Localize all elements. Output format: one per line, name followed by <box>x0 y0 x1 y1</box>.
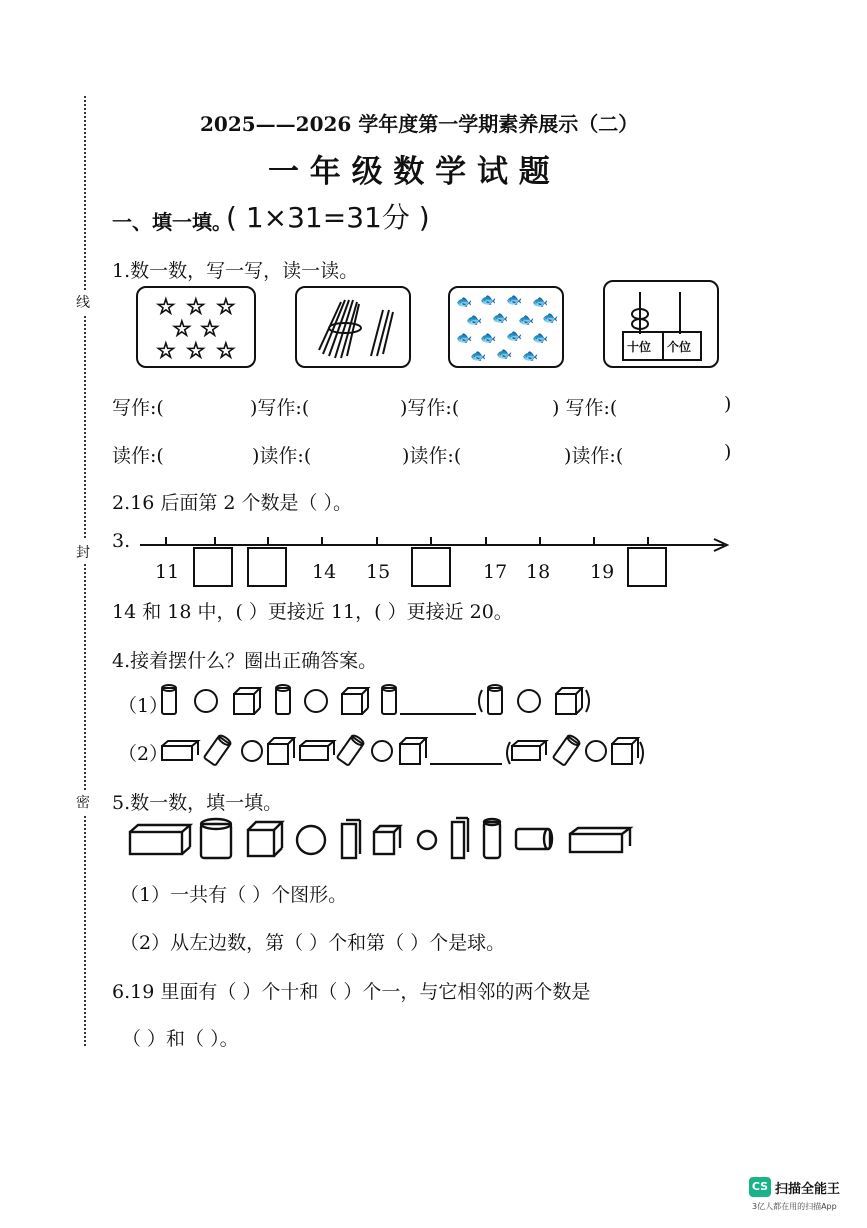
tick-label-11: 11 <box>155 561 180 583</box>
write-label-1: 写作:( <box>112 397 164 419</box>
scanner-app-name: 扫描全能王 <box>775 1182 841 1197</box>
svg-text:☆: ☆ <box>200 317 220 342</box>
svg-text:🐟: 🐟 <box>522 349 539 364</box>
q5-sub1: （1）一共有（ ）个图形。 <box>120 884 348 906</box>
page-title: 一 年 级 数 学 试 题 <box>268 154 550 190</box>
q2-text: 2.16 后面第 2 个数是（ ）。 <box>112 492 353 514</box>
svg-text:🐟: 🐟 <box>466 313 483 328</box>
box-icon <box>570 828 630 852</box>
q5-sub2: （2）从左边数，第（ ）个和第（ ）个是球。 <box>120 932 506 954</box>
svg-text:🐟: 🐟 <box>532 331 549 346</box>
svg-text:🐟: 🐟 <box>480 331 497 346</box>
binding-char-feng: 封 <box>76 540 90 564</box>
svg-text:🐟: 🐟 <box>542 311 559 326</box>
write-label-4: ) 写作:( <box>552 397 618 419</box>
section-heading: 一、填一填。 <box>112 210 232 234</box>
exam-term-line: 2025——2026 学年度第一学期素养展示（二） <box>200 112 639 136</box>
svg-text:☆: ☆ <box>156 339 176 364</box>
cylinder-icon <box>201 819 231 858</box>
q1-text: 1.数一数，写一写，读一读。 <box>112 260 359 282</box>
write-label-3: )写作:( <box>400 397 460 419</box>
q4-text: 4.接着摆什么？圈出正确答案。 <box>112 650 378 672</box>
read-label-2: )读作:( <box>252 445 312 467</box>
scanner-tagline: 3亿人都在用的扫描App <box>752 1202 837 1211</box>
cylinder-icon <box>516 829 552 849</box>
cylinder-icon <box>484 819 500 858</box>
svg-text:☆: ☆ <box>186 295 206 320</box>
cuboid-icon <box>452 818 468 858</box>
read-label-3: )读作:( <box>402 445 462 467</box>
svg-text:🐟: 🐟 <box>470 349 487 364</box>
box-icon <box>130 825 190 854</box>
binding-char-mi: 密 <box>76 790 90 814</box>
svg-text:🐟: 🐟 <box>456 295 473 310</box>
binding-char-xian: 线 <box>76 290 90 314</box>
svg-text:🐟: 🐟 <box>492 311 509 326</box>
q4-row1-label: （1） <box>118 695 169 717</box>
q6-text-cont: （ ）和（ ）。 <box>122 1028 239 1050</box>
cuboid-icon <box>342 820 360 858</box>
ball-icon <box>418 831 436 849</box>
q6-text: 6.19 里面有（ ）个十和（ ）个一，与它相邻的两个数是 <box>112 981 591 1003</box>
ones-place-label: 个位 <box>667 340 692 354</box>
svg-text:🐟: 🐟 <box>496 347 513 362</box>
tick-label-18: 18 <box>526 561 551 583</box>
tick-label-19: 19 <box>590 561 615 583</box>
svg-text:🐟: 🐟 <box>456 331 473 346</box>
svg-text:☆: ☆ <box>186 339 206 364</box>
svg-text:☆: ☆ <box>156 295 176 320</box>
scanner-logo: CS <box>749 1177 771 1197</box>
write-label-2: )写作:( <box>250 397 310 419</box>
svg-text:🐟: 🐟 <box>506 329 523 344</box>
read-label-4: )读作:( <box>564 445 624 467</box>
ball-icon <box>297 826 325 854</box>
cube-icon <box>248 822 282 856</box>
svg-text:☆: ☆ <box>216 339 236 364</box>
tick-label-17: 17 <box>483 561 508 583</box>
svg-text:☆: ☆ <box>172 317 192 342</box>
q3-number: 3. <box>112 530 131 552</box>
svg-text:🐟: 🐟 <box>506 293 523 308</box>
write-close-paren: ) <box>724 393 732 415</box>
q5-text: 5.数一数，填一填。 <box>112 792 283 814</box>
tick-label-14: 14 <box>312 561 337 583</box>
svg-text:🐟: 🐟 <box>532 295 549 310</box>
q4-row2-label: （2） <box>118 743 169 765</box>
q3-text: 14 和 18 中，( ）更接近 11，( ）更接近 20。 <box>112 601 513 623</box>
svg-text:🐟: 🐟 <box>480 293 497 308</box>
cube-icon <box>374 826 400 854</box>
tick-label-15: 15 <box>366 561 391 583</box>
svg-text:🐟: 🐟 <box>518 313 535 328</box>
svg-text:☆: ☆ <box>216 295 236 320</box>
handwritten-score: ( 1×31=31分 ) <box>226 201 430 234</box>
read-label-1: 读作:( <box>112 445 164 467</box>
read-close-paren: ) <box>724 441 732 463</box>
tens-place-label: 十位 <box>627 340 652 354</box>
